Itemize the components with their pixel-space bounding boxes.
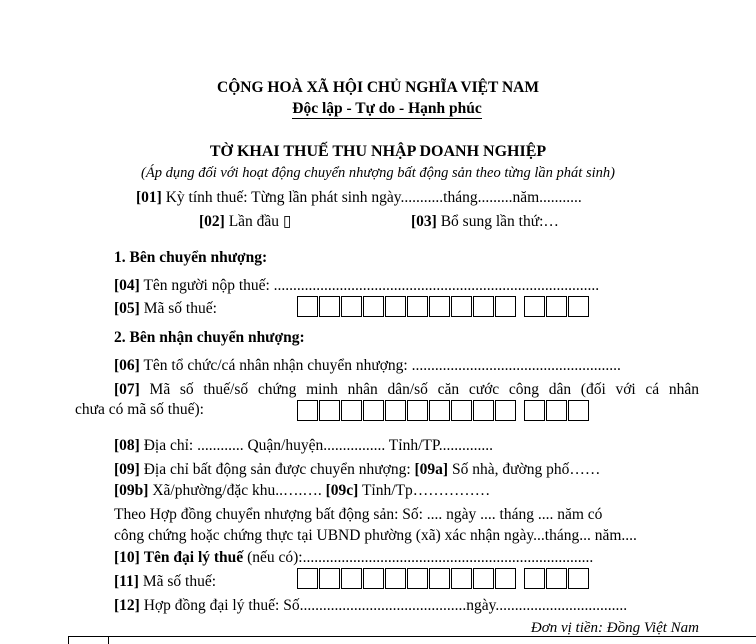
field-01-code: [01] <box>136 189 162 206</box>
digit-box[interactable] <box>341 296 362 317</box>
field-03 <box>411 213 559 231</box>
tax-code-boxes-05[interactable] <box>297 296 590 317</box>
digit-box[interactable] <box>568 296 589 317</box>
field-03-code: [03] <box>411 213 437 230</box>
digit-box[interactable] <box>451 568 472 589</box>
field-10-code: [10] <box>114 549 140 566</box>
digit-box[interactable] <box>524 296 545 317</box>
field-09c-code: [09c] <box>325 482 359 499</box>
field-09a-text: Số nhà, đường phố…… <box>451 461 601 478</box>
field-07-text: Mã số thuế/số chứng minh nhân dân/số căn cước công dân (đối với cá nhân <box>149 381 699 398</box>
digit-box[interactable] <box>407 400 428 421</box>
field-09-code: [09] <box>114 461 140 478</box>
digit-box[interactable] <box>319 568 340 589</box>
field-12 <box>114 597 627 615</box>
field-07-text-cont: chưa có mã số thuế): <box>75 401 204 418</box>
digit-box[interactable] <box>341 400 362 421</box>
digit-box[interactable] <box>568 400 589 421</box>
field-01 <box>136 189 582 207</box>
form-title: TỜ KHAI THUẾ THU NHẬP DOANH NGHIỆP <box>209 143 547 160</box>
digit-box[interactable] <box>385 296 406 317</box>
contract-line-2: công chứng hoặc chứng thực tại UBND phường (xã) xác nhận ngày...tháng... năm.... <box>114 527 637 544</box>
digit-box[interactable] <box>297 400 318 421</box>
digit-box[interactable] <box>451 296 472 317</box>
digit-box[interactable] <box>473 296 494 317</box>
field-08-text: Địa chỉ: ............ Quận/huyện................ Tỉnh/TP.............. <box>143 437 494 454</box>
digit-box[interactable] <box>524 400 545 421</box>
digit-box[interactable] <box>341 568 362 589</box>
digit-box[interactable] <box>363 568 384 589</box>
field-05-text: Mã số thuế: <box>143 300 217 317</box>
field-10-label: Tên đại lý thuế <box>143 549 244 566</box>
digit-box[interactable] <box>429 568 450 589</box>
field-09 <box>114 461 600 479</box>
table-left-border <box>68 636 69 644</box>
currency-note: Đơn vị tiền: Đồng Việt Nam <box>530 620 699 636</box>
digit-box[interactable] <box>407 296 428 317</box>
field-11 <box>114 573 216 591</box>
digit-box[interactable] <box>407 568 428 589</box>
digit-box[interactable] <box>451 400 472 421</box>
digit-box[interactable] <box>385 400 406 421</box>
field-12-code: [12] <box>114 597 140 614</box>
tax-code-boxes-11[interactable] <box>297 568 590 589</box>
field-08-code: [08] <box>114 437 140 454</box>
field-08 <box>114 437 493 455</box>
section-2-heading: 2. Bên nhận chuyển nhượng: <box>114 329 305 346</box>
digit-box[interactable] <box>363 400 384 421</box>
digit-box[interactable] <box>495 296 516 317</box>
contract-line-1: Theo Hợp đồng chuyển nhượng bất động sản: Số: .... ngày .... tháng .... năm có <box>114 506 603 523</box>
field-11-code: [11] <box>114 573 139 590</box>
digit-box[interactable] <box>363 296 384 317</box>
field-04-text: Tên người nộp thuế: .................................................................................... <box>143 277 600 294</box>
field-09b <box>114 482 490 500</box>
field-06 <box>114 357 621 375</box>
field-07-code: [07] <box>114 381 140 398</box>
digit-box[interactable] <box>297 296 318 317</box>
field-10-text: (nếu có):........................................................................... <box>247 549 594 566</box>
digit-box[interactable] <box>546 296 567 317</box>
field-01-text: Kỳ tính thuế: Từng lần phát sinh ngày...........tháng.........năm........... <box>165 189 582 206</box>
field-07 <box>114 381 699 399</box>
tax-id-boxes-07[interactable] <box>297 400 590 421</box>
digit-box[interactable] <box>385 568 406 589</box>
field-10 <box>114 549 593 567</box>
field-04-code: [04] <box>114 277 140 294</box>
digit-box[interactable] <box>568 568 589 589</box>
digit-box[interactable] <box>495 568 516 589</box>
table-column-divider <box>108 636 109 644</box>
field-04 <box>114 277 599 295</box>
motto-text: Độc lập - Tự do - Hạnh phúc <box>292 100 482 117</box>
field-09-text: Địa chỉ bất động sản được chuyển nhượng: <box>143 461 411 478</box>
digit-box[interactable] <box>473 568 494 589</box>
field-05-code: [05] <box>114 300 140 317</box>
digit-box[interactable] <box>297 568 318 589</box>
form-subtitle: (Áp dụng đối với hoạt động chuyển nhượng bất động sản theo từng lần phát sinh) <box>141 165 615 181</box>
field-09b-text: Xã/phường/đặc khu..….…. <box>152 482 322 499</box>
digit-box[interactable] <box>429 400 450 421</box>
field-02-text: Lần đầu ▯ <box>228 213 292 230</box>
motto <box>272 100 502 118</box>
field-03-text: Bổ sung lần thứ:… <box>440 213 559 230</box>
field-09b-code: [09b] <box>114 482 149 499</box>
digit-box[interactable] <box>546 400 567 421</box>
field-02-code: [02] <box>199 213 225 230</box>
digit-box[interactable] <box>524 568 545 589</box>
digit-box[interactable] <box>429 296 450 317</box>
field-06-code: [06] <box>114 357 140 374</box>
section-1-heading: 1. Bên chuyển nhượng: <box>114 249 268 266</box>
field-11-text: Mã số thuế: <box>142 573 217 590</box>
field-09a-code: [09a] <box>414 461 449 478</box>
table-top-border <box>68 636 756 637</box>
field-06-text: Tên tổ chức/cá nhân nhận chuyển nhượng: ...................................................... <box>143 357 621 374</box>
national-title: CỘNG HOÀ XÃ HỘI CHỦ NGHĨA VIỆT NAM <box>217 79 539 96</box>
digit-box[interactable] <box>495 400 516 421</box>
field-09c-text: Tỉnh/Tp…………… <box>361 482 491 499</box>
field-02 <box>199 213 291 231</box>
digit-box[interactable] <box>319 400 340 421</box>
digit-box[interactable] <box>319 296 340 317</box>
field-12-text: Hợp đồng đại lý thuế: Số...........................................ngày.................................. <box>143 597 628 614</box>
digit-box[interactable] <box>546 568 567 589</box>
field-05 <box>114 300 217 318</box>
digit-box[interactable] <box>473 400 494 421</box>
